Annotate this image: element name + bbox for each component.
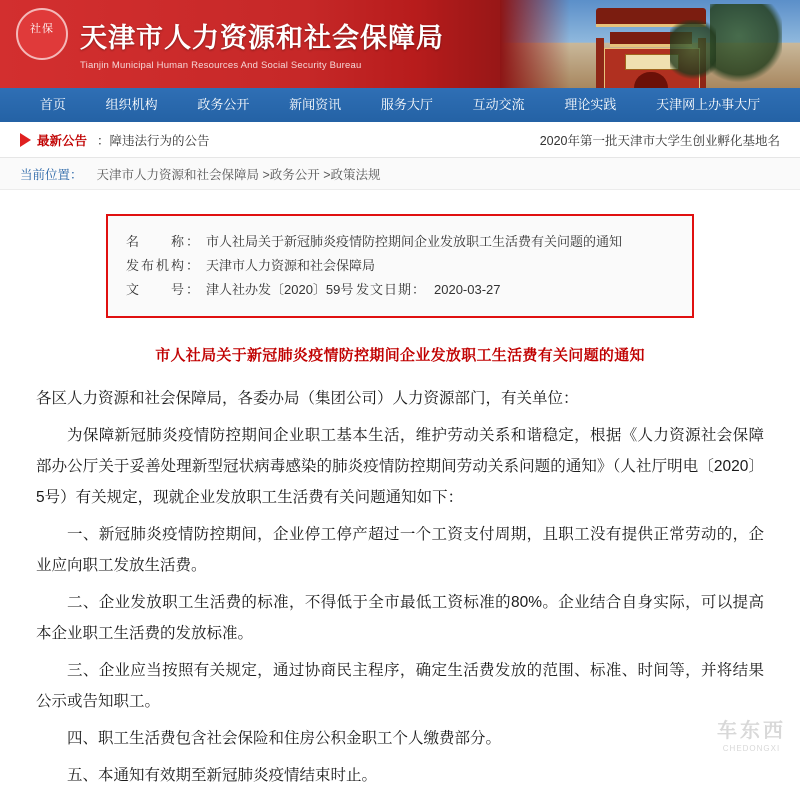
tree-decoration-2: [670, 20, 716, 84]
meta-value-date: 2020-03-27: [434, 282, 501, 297]
announcement-bar: [0, 122, 800, 158]
nav-item-online-service-hall[interactable]: 天津网上办事大厅: [656, 97, 761, 112]
breadcrumb: [0, 158, 800, 190]
site-header: [0, 0, 800, 88]
site-title-block: [80, 16, 444, 71]
document-meta-box: [106, 214, 694, 318]
paragraph-item-1: 一、新冠肺炎疫情防控期间，企业停工停产超过一个工资支付周期，且职工没有提供正常劳动的，企业应向职工发放生活费。: [36, 526, 764, 574]
nav-item-news[interactable]: 新闻资讯: [289, 97, 342, 112]
paragraph-item-4: 四、职工生活费包含社会保险和住房公积金职工个人缴费部分。: [67, 730, 502, 747]
nav-item-interaction[interactable]: 互动交流: [472, 97, 525, 112]
watermark: [717, 714, 786, 753]
watermark-text: 车东西: [717, 720, 786, 742]
paragraph-item-2: 二、企业发放职工生活费的标准，不得低于全市最低工资标准的80%。企业结合自身实际，可以提高本企业职工生活费的发放标准。: [36, 594, 764, 642]
breadcrumb-path[interactable]: 天津市人力资源和社会保障局 >政务公开 >政策法规: [96, 167, 381, 182]
meta-row: [126, 254, 674, 278]
meta-value-publisher: 天津市人力资源和社会保障局: [206, 258, 376, 273]
meta-value-doc-no: 津人社办发〔2020〕59号: [206, 282, 354, 297]
meta-row: [126, 278, 674, 302]
header-photo: [500, 0, 800, 88]
meta-key-name: 名 称：: [126, 234, 202, 249]
paragraph-item-3: 三、企业应当按照有关规定，通过协商民主程序，确定生活费发放的范围、标准、时间等，并将结果公示或告知职工。: [36, 662, 764, 710]
document-area: [0, 190, 800, 791]
site-title-en: Tianjin Municipal Human Resources And Social Security Bureau: [80, 60, 362, 71]
nav-item-home[interactable]: 首页: [39, 97, 66, 112]
paragraph-preamble: 为保障新冠肺炎疫情防控期间企业职工基本生活，维护劳动关系和谐稳定，根据《人力资源社会保障部办公厅关于妥善处理新型冠状病毒感染的肺炎疫情防控期间劳动关系问题的通知》（人社厅明电〔2020〕5号）有关规定，现就企业发放职工生活费有关问题通知如下：: [36, 427, 764, 506]
announcement-text[interactable]: ：障违法行为的公告: [97, 133, 210, 148]
meta-row: [126, 230, 674, 254]
announcement-text-secondary[interactable]: 2020年第一批天津市大学生创业孵化基地名: [539, 133, 780, 148]
bureau-logo: 社保: [16, 8, 68, 60]
announcement-label: 最新公告: [37, 133, 88, 148]
meta-key-doc-no: 文 号：: [126, 282, 202, 297]
watermark-subtext: CHEDONGXI: [722, 744, 781, 753]
nav-item-government-affairs[interactable]: 政务公开: [197, 97, 250, 112]
meta-key-publisher: 发布机构：: [126, 258, 202, 273]
nav-item-organization[interactable]: 组织机构: [105, 97, 158, 112]
main-navigation: [0, 88, 800, 122]
tree-decoration: [710, 4, 782, 84]
page-title: 市人社局关于新冠肺炎疫情防控期间企业发放职工生活费有关问题的通知: [155, 347, 645, 364]
paragraph-item-5: 五、本通知有效期至新冠肺炎疫情结束时止。: [67, 767, 378, 784]
nav-item-service-hall[interactable]: 服务大厅: [380, 97, 433, 112]
nav-item-theory-practice[interactable]: 理论实践: [564, 97, 617, 112]
flag-icon: [20, 133, 31, 147]
meta-key-date: 发文日期：: [356, 282, 427, 297]
paragraph-salutation: 各区人力资源和社会保障局，各委办局（集团公司）人力资源部门，有关单位：: [36, 390, 579, 407]
site-title-cn: 天津市人力资源和社会保障局: [80, 23, 444, 53]
meta-value-name: 市人社局关于新冠肺炎疫情防控期间企业发放职工生活费有关问题的通知: [206, 234, 623, 249]
breadcrumb-label: 当前位置：: [20, 167, 83, 182]
